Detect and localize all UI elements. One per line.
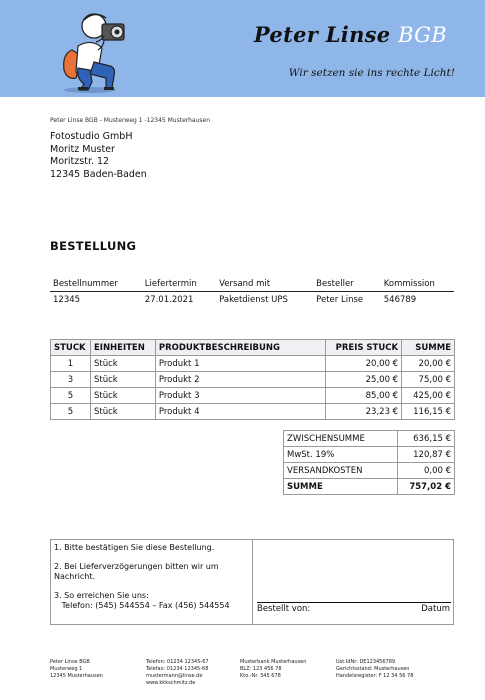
header-shipping: Versand mit	[216, 279, 313, 292]
table-row	[51, 372, 455, 388]
recipient-contact: Moritz Muster	[50, 143, 115, 155]
subtotal-value: 636,15 €	[398, 431, 455, 447]
item-unit-price: 25,00 €	[326, 372, 402, 388]
commission: 546789	[383, 295, 417, 305]
brand-name: Peter Linse BGB	[253, 22, 447, 47]
item-description: Produkt 2	[155, 372, 325, 388]
header-delivery-date: Liefertermin	[142, 279, 216, 292]
item-unit: Stück	[90, 356, 155, 372]
line-items-header-row	[51, 340, 455, 356]
header-orderer: Besteller	[313, 279, 381, 292]
item-unit: Stück	[90, 404, 155, 420]
delivery-date: 27.01.2021	[144, 295, 194, 305]
item-unit-price: 20,00 €	[326, 356, 402, 372]
footer-company: Peter Linse BGB Musterweg 1 12345 Musterhausen	[50, 659, 103, 679]
order-info-value-row	[50, 292, 454, 306]
footer-legal: Ust.IdNr: DE123456789 Gerichtsstand: Musterhausen Handelsregister: F 12 34 56 78	[336, 659, 414, 679]
item-unit-price: 23,23 €	[326, 404, 402, 420]
item-line-total: 20,00 €	[402, 356, 455, 372]
item-description: Produkt 4	[155, 404, 325, 420]
signature-area	[255, 540, 453, 624]
date-label: Datum	[421, 604, 450, 614]
item-unit: Stück	[90, 388, 155, 404]
notes-instructions	[51, 540, 253, 624]
item-unit-price: 85,00 €	[326, 388, 402, 404]
header-order-number: Bestellnummer	[50, 279, 142, 292]
orderer: Peter Linse	[316, 295, 364, 305]
photographer-with-camera-icon	[48, 6, 136, 94]
header-line-total: SUMME	[402, 340, 455, 356]
recipient-company: Fotostudio GmbH	[50, 131, 133, 142]
totals-table	[283, 430, 455, 495]
header-quantity: STUCK	[51, 340, 91, 356]
ordered-by-label: Bestellt von:	[257, 604, 311, 614]
sender-line: Peter Linse BGB - Musterweg 1 -12345 Musterhausen	[50, 117, 211, 124]
footer-website-link[interactable]: www.kkkschmitz.de	[146, 680, 196, 686]
recipient-address	[50, 131, 147, 181]
brand-suffix: BGB	[398, 23, 447, 47]
letterhead-banner	[0, 0, 485, 97]
totals-row-shipping	[284, 463, 455, 479]
item-line-total: 116,15 €	[402, 404, 455, 420]
item-description: Produkt 3	[155, 388, 325, 404]
item-unit: Stück	[90, 372, 155, 388]
vat-value: 120,87 €	[398, 447, 455, 463]
grand-total-label: SUMME	[284, 479, 398, 495]
order-number: 12345	[53, 295, 81, 305]
table-row	[51, 356, 455, 372]
shipping-method: Paketdienst UPS	[219, 295, 288, 305]
item-line-total: 75,00 €	[402, 372, 455, 388]
table-row	[51, 388, 455, 404]
item-description: Produkt 1	[155, 356, 325, 372]
line-items-table	[50, 339, 455, 420]
note-delay: 2. Bei Lieferverzögerungen bitten wir um Nachricht.	[54, 562, 219, 581]
subtotal-label: ZWISCHENSUMME	[284, 431, 398, 447]
note-confirm: 1. Bitte bestätigen Sie diese Bestellung.	[54, 543, 215, 552]
item-line-total: 425,00 €	[402, 388, 455, 404]
table-row	[51, 404, 455, 420]
grand-total-value: 757,02 €	[398, 479, 455, 495]
footer-contact: Telefon: 01234 12345-67 Telefax: 01234 12345-68 mustermann@linse.de www.kkkschmitz.de	[146, 659, 209, 686]
item-quantity: 1	[51, 356, 91, 372]
shipping-cost-value: 0,00 €	[398, 463, 455, 479]
item-quantity: 3	[51, 372, 91, 388]
item-quantity: 5	[51, 404, 91, 420]
footer-bank: Musterbank Musterhausen BLZ: 123 456 78 Kto.-Nr. 345 678	[240, 659, 307, 679]
document-title: BESTELLUNG	[50, 239, 137, 253]
recipient-street: Moritzstr. 12	[50, 156, 110, 167]
notes-box	[50, 539, 454, 625]
totals-row-subtotal	[284, 431, 455, 447]
vat-label: MwSt. 19%	[284, 447, 398, 463]
signature-line	[257, 602, 451, 603]
totals-row-grand-total	[284, 479, 455, 495]
recipient-city: 12345 Baden-Baden	[50, 168, 147, 180]
note-contact: 3. So erreichen Sie uns: Telefon: (545) 544554 – Fax (456) 544554	[54, 591, 230, 610]
order-info-table	[50, 279, 454, 305]
brand-tagline: Wir setzen sie ins rechte Licht!	[288, 67, 455, 79]
item-quantity: 5	[51, 388, 91, 404]
shipping-cost-label: VERSANDKOSTEN	[284, 463, 398, 479]
header-unit: EINHEITEN	[90, 340, 155, 356]
order-info-header-row	[50, 279, 454, 292]
header-commission: Kommission	[381, 279, 454, 292]
header-description: PRODUKTBESCHREIBUNG	[155, 340, 325, 356]
totals-row-vat	[284, 447, 455, 463]
header-unit-price: PREIS STUCK	[326, 340, 402, 356]
footer-email-link[interactable]: mustermann@linse.de	[146, 673, 203, 679]
